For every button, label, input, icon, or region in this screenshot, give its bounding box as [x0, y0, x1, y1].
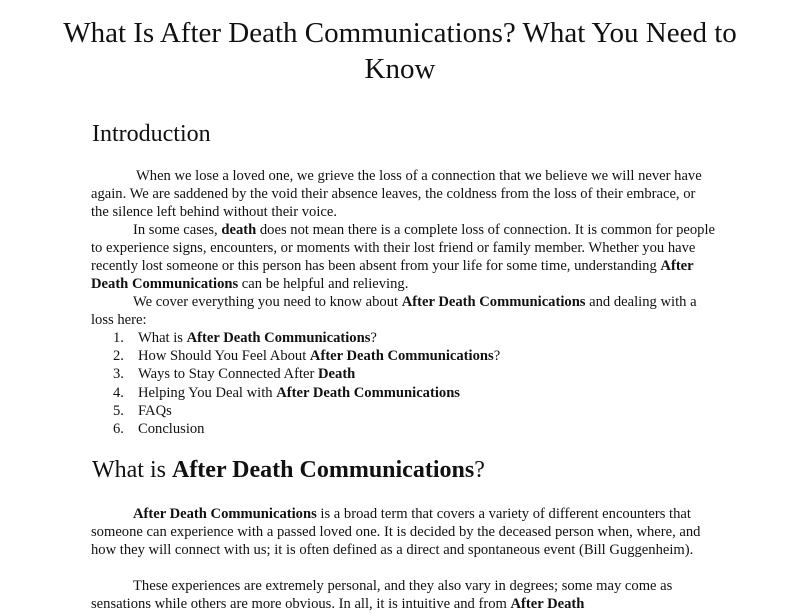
- toc-number: 2.: [113, 348, 124, 365]
- toc-text-post: ?: [370, 330, 377, 346]
- toc-item: [113, 329, 500, 347]
- toc-number: 6.: [113, 421, 124, 438]
- section-heading-text: What is: [92, 457, 172, 483]
- toc-number: 3.: [113, 366, 124, 383]
- section-heading-post: ?: [474, 457, 485, 483]
- intro-p2-text-d: can be helpful and relieving.: [238, 276, 409, 292]
- intro-paragraph-2: [91, 221, 716, 293]
- intro-p2-text-a: In some cases,: [133, 222, 222, 238]
- intro-p2-bold-death: death: [221, 222, 257, 238]
- toc-text: FAQs: [138, 402, 172, 419]
- section2-p1-bold-adc: After Death Communications: [133, 506, 317, 522]
- toc-text: Helping You Deal with: [138, 384, 277, 401]
- toc-number: 4.: [113, 384, 124, 401]
- intro-p2-text-c: does not mean there is a complete loss of connection. It is common for people to experience signs, encounters, or moments with their lost friend or family member. Whether you have recently lost someone or this person has been absent from your life for some time, understanding: [91, 222, 716, 274]
- toc-item: [113, 365, 500, 383]
- intro-paragraph-1: [91, 167, 716, 221]
- section2-p2-bold: After Death: [510, 596, 585, 612]
- section2-p2-text: These experiences are extremely personal, and they also vary in degrees; some may come as sensations while others are more obvious. In all, it is intuitive and from: [91, 578, 673, 612]
- toc-item: [113, 402, 500, 420]
- intro-p1-text: When we lose a loved one, we grieve the loss of a connection that we believe we will never have again. We are saddened by the void their absence leaves, the coldness from the loss of their embrace, or the silence left behind without their voice.: [91, 168, 702, 220]
- introduction-heading: Introduction: [92, 121, 211, 147]
- section2-paragraph-2: [91, 577, 716, 612]
- toc-bold-text: After Death Communications: [276, 384, 460, 401]
- toc-number: 5.: [113, 402, 124, 419]
- toc-bold-text: After Death Communications: [186, 330, 371, 346]
- toc-text: Conclusion: [138, 421, 205, 438]
- toc-text: Ways to Stay Connected After: [138, 366, 318, 383]
- section2-paragraph-1: [91, 505, 716, 559]
- toc-text-post: ?: [493, 348, 501, 365]
- toc-text: How Should You Feel About: [138, 348, 310, 365]
- intro-paragraph-3: [91, 293, 716, 329]
- section-heading-what-is-adc: [92, 456, 485, 484]
- intro-p3-bold-adc: After Death Communications: [401, 294, 586, 310]
- section-heading-bold: After Death Communications: [171, 457, 475, 483]
- section2-p1-text: is a broad term that covers a variety of different encounters that someone can experience with a passed loved one. It is decided by the deceased person when, where, and how they will connect with us; it is often defined as a direct and spontaneous event (Bill Guggenheim).: [91, 506, 701, 558]
- intro-p3-text-a: We cover everything you need to know about: [133, 294, 402, 310]
- toc-text: What is: [138, 330, 187, 346]
- intro-p2-bold-adc: After Death Communications: [91, 258, 694, 292]
- toc-item: [113, 420, 500, 438]
- toc-number: 1.: [113, 330, 124, 346]
- table-of-contents: [113, 329, 500, 438]
- toc-bold-text: Death: [318, 366, 356, 383]
- toc-item: [113, 384, 500, 402]
- toc-bold-text: After Death Communications: [309, 348, 494, 365]
- toc-item: [113, 347, 500, 365]
- page-title: What Is After Death Communications? What You Need to Know: [63, 17, 737, 85]
- intro-p3-text-c: and dealing with a loss here:: [91, 294, 697, 328]
